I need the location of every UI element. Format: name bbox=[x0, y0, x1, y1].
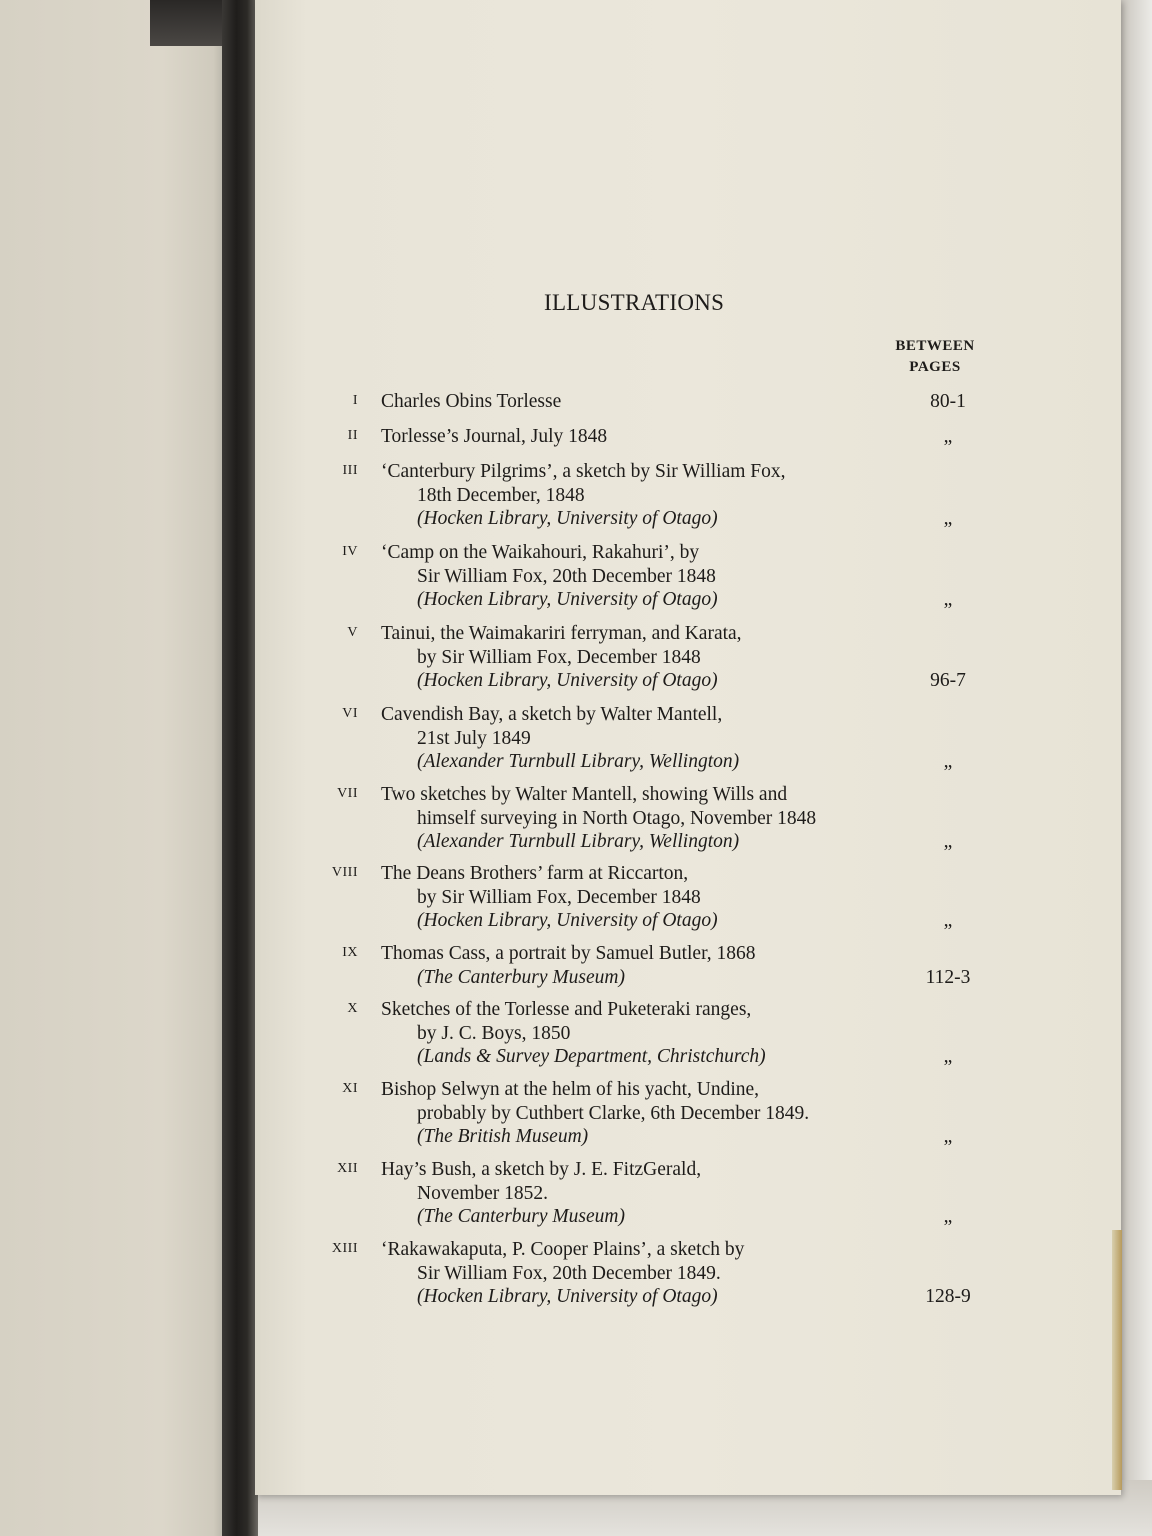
caption-line: Thomas Cass, a portrait by Samuel Butler, 1868 bbox=[381, 943, 756, 964]
caption-line: (Hocken Library, University of Otago) bbox=[417, 589, 718, 610]
page-range: „ bbox=[943, 751, 953, 772]
page-range: „ bbox=[943, 910, 953, 931]
plate-numeral: VII bbox=[337, 786, 358, 801]
illustration-caption bbox=[381, 460, 941, 531]
illustration-caption bbox=[381, 541, 941, 612]
caption-line: (Hocken Library, University of Otago) bbox=[417, 1286, 718, 1307]
caption-line: November 1852. bbox=[417, 1182, 549, 1204]
caption-line: (Alexander Turnbull Library, Wellington) bbox=[417, 831, 740, 852]
caption-line: probably by Cuthbert Clarke, 6th December 1849. bbox=[417, 1102, 810, 1124]
caption-line: Sir William Fox, 20th December 1849. bbox=[417, 1262, 721, 1284]
illustration-caption bbox=[381, 862, 941, 933]
caption-line: Sketches of the Torlesse and Puketeraki ranges, bbox=[381, 999, 752, 1020]
page-range: 80-1 bbox=[930, 391, 966, 412]
illustration-caption bbox=[381, 1238, 941, 1309]
illustration-caption bbox=[381, 1078, 941, 1149]
caption-line: Bishop Selwyn at the helm of his yacht, Undine, bbox=[381, 1079, 760, 1100]
caption-line: Tainui, the Waimakariri ferryman, and Karata, bbox=[381, 623, 742, 644]
illustration-caption bbox=[381, 622, 941, 693]
caption-line: Charles Obins Torlesse bbox=[381, 391, 562, 412]
caption-line: 18th December, 1848 bbox=[417, 484, 585, 506]
illustration-caption bbox=[381, 1158, 941, 1229]
illustration-caption bbox=[381, 703, 941, 774]
page-range: 96-7 bbox=[930, 670, 966, 691]
caption-line: ‘Camp on the Waikahouri, Rakahuri’, by bbox=[381, 542, 700, 563]
page-range: „ bbox=[943, 508, 953, 529]
background-right bbox=[1120, 0, 1152, 1536]
caption-line: (Alexander Turnbull Library, Wellington) bbox=[417, 751, 740, 772]
page-range: 128-9 bbox=[925, 1286, 971, 1307]
illustration-caption bbox=[381, 425, 941, 449]
plate-numeral: II bbox=[347, 428, 358, 443]
caption-line: by Sir William Fox, December 1848 bbox=[417, 886, 701, 908]
plate-numeral: XII bbox=[337, 1161, 358, 1176]
illustration-caption bbox=[381, 390, 941, 414]
caption-line: himself surveying in North Otago, November 1848 bbox=[417, 807, 817, 829]
page-range: „ bbox=[943, 831, 953, 852]
plate-numeral: III bbox=[342, 463, 358, 478]
caption-line: The Deans Brothers’ farm at Riccarton, bbox=[381, 863, 689, 884]
caption-line: (The British Museum) bbox=[417, 1126, 589, 1147]
plate-numeral: X bbox=[347, 1001, 358, 1016]
caption-line: (The Canterbury Museum) bbox=[417, 1206, 625, 1227]
illustration-caption bbox=[381, 942, 941, 989]
page-range: „ bbox=[943, 589, 953, 610]
plate-numeral: IX bbox=[342, 945, 358, 960]
page-range: „ bbox=[943, 1126, 953, 1147]
caption-line: Two sketches by Walter Mantell, showing Wills and bbox=[381, 784, 788, 805]
illustration-caption bbox=[381, 998, 941, 1069]
caption-line: (The Canterbury Museum) bbox=[417, 966, 625, 988]
plate-numeral: VIII bbox=[331, 865, 358, 880]
plate-numeral: V bbox=[347, 625, 358, 640]
illustration-caption bbox=[381, 783, 941, 854]
caption-line: (Lands & Survey Department, Christchurch) bbox=[417, 1046, 766, 1067]
plate-numeral: VI bbox=[342, 706, 358, 721]
plate-numeral: IV bbox=[342, 544, 358, 559]
page-range: „ bbox=[943, 1206, 953, 1227]
plate-numeral: XIII bbox=[331, 1241, 358, 1256]
caption-line: 21st July 1849 bbox=[417, 727, 531, 749]
page-range: „ bbox=[943, 426, 953, 447]
page-title: ILLUSTRATIONS bbox=[544, 290, 725, 315]
caption-line: Sir William Fox, 20th December 1848 bbox=[417, 565, 716, 587]
caption-line: Hay’s Bush, a sketch by J. E. FitzGerald, bbox=[381, 1159, 702, 1180]
book-spine-edge bbox=[222, 0, 258, 1536]
caption-line: Cavendish Bay, a sketch by Walter Mantell, bbox=[381, 704, 723, 725]
caption-line: ‘Rakawakaputa, P. Cooper Plains’, a sketch by bbox=[381, 1239, 745, 1260]
page-range: „ bbox=[943, 1046, 953, 1067]
page-edge-stain bbox=[1112, 1230, 1122, 1490]
caption-line: Torlesse’s Journal, July 1848 bbox=[381, 426, 608, 447]
facing-page bbox=[0, 0, 232, 1536]
plate-numeral: I bbox=[352, 393, 358, 408]
caption-line: (Hocken Library, University of Otago) bbox=[417, 910, 718, 931]
caption-line: by J. C. Boys, 1850 bbox=[417, 1022, 571, 1044]
caption-line: by Sir William Fox, December 1848 bbox=[417, 646, 701, 668]
plate-numeral: XI bbox=[342, 1081, 358, 1096]
page-range: 112-3 bbox=[925, 966, 971, 988]
caption-line: (Hocken Library, University of Otago) bbox=[417, 508, 718, 529]
column-header-line1: BETWEEN bbox=[895, 338, 975, 354]
caption-line: ‘Canterbury Pilgrims’, a sketch by Sir William Fox, bbox=[381, 461, 786, 482]
column-header bbox=[880, 336, 990, 378]
caption-line: (Hocken Library, University of Otago) bbox=[417, 670, 718, 691]
column-header-line2: PAGES bbox=[909, 359, 961, 375]
